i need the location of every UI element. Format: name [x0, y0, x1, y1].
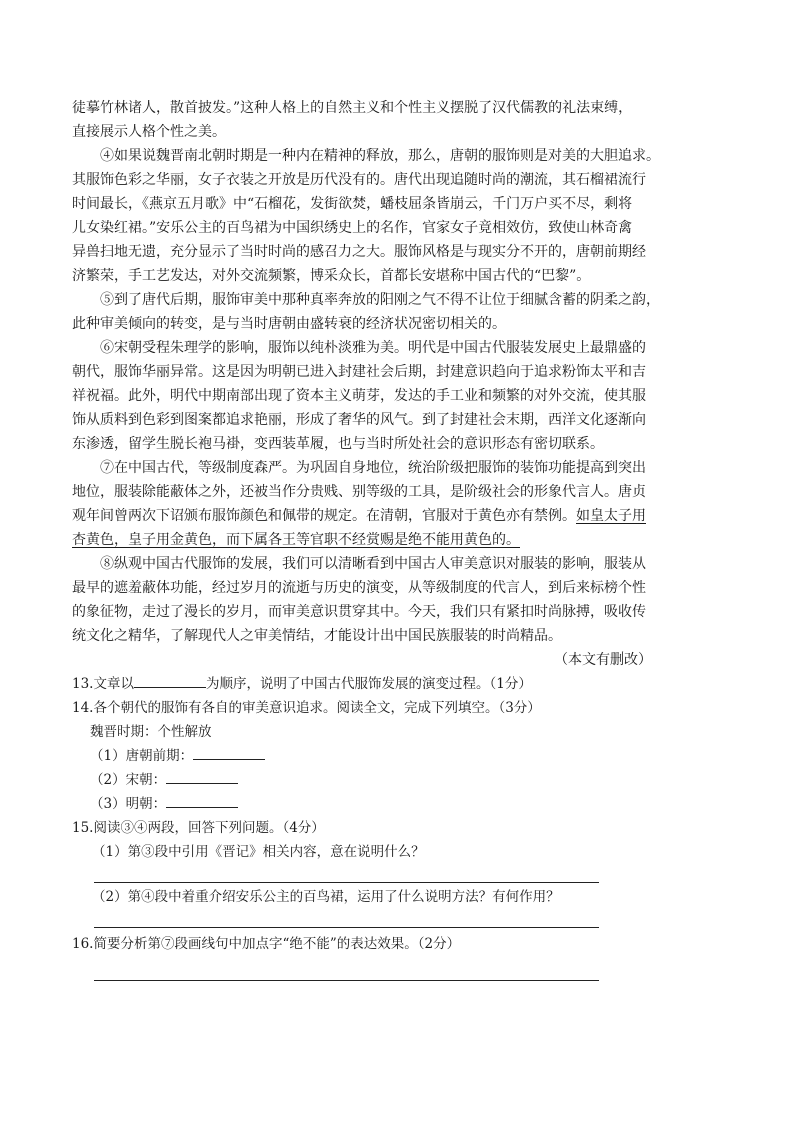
- paragraph-6-line: 饰从质料到色彩到图案都追求艳丽，形成了奢华的风气。到了封建社会末期，西洋文化逐渐向: [72, 412, 646, 428]
- paragraph-4-line: 儿女染红裙。”安乐公主的百鸟裙为中国织绣史上的名作，官家女子竟相效仿，致使山林奇禽: [72, 220, 633, 236]
- question-14-item: [72, 768, 662, 792]
- question-15: 15.阅读③④两段，回答下列问题。（4分）: [72, 820, 325, 836]
- question-14: 14.各个朝代的服饰有各自的审美意识追求。阅读全文，完成下列填空。（3分）: [72, 700, 541, 716]
- item-label: （3）明朝：: [90, 796, 167, 812]
- paragraph-8-line: 统文化之精华，了解现代人之审美情结，才能设计出中国民族服装的时尚精品。: [72, 628, 562, 644]
- question-14-given: 魏晋时期：个性解放: [90, 724, 212, 740]
- question-14-item: [72, 744, 662, 768]
- exam-page: [72, 96, 662, 981]
- paragraph-7-line: 地位，服装除能蔽体之外，还被当作分贵贱、别等级的工具，是阶级社会的形象代言人。唐贞: [72, 484, 646, 500]
- paragraph-8-line: 最早的遮羞蔽体功能，经过岁月的流逝与历史的演变，从等级制度的代言人，到后来标榜个性: [72, 580, 646, 596]
- paragraph-6-line: 东渗透，留学生脱长袍马褂，变西装革履，也与当时所处社会的意识形态有密切联系。: [72, 436, 604, 452]
- paragraph-7-line: ⑦在中国古代，等级制度森严。为巩固自身地位，统治阶级把服饰的装饰功能提高到突出: [100, 460, 646, 476]
- paragraph-4-line: 济繁荣，手工艺发达，对外交流频繁，博采众长，首都长安堪称中国古代的“巴黎”。: [72, 268, 591, 284]
- answer-blank[interactable]: [166, 769, 238, 784]
- paragraph-5-line: 此种审美倾向的转变，是与当时唐朝由盛转衰的经济状况密切相关的。: [72, 316, 506, 332]
- paragraph-5-line: ⑤到了唐代后期，服饰审美中那种真率奔放的阳刚之气不得不让位于细腻含蓄的阴柔之韵，: [100, 292, 660, 308]
- text-segment: 观年间曾两次下诏颁布服饰颜色和佩带的规定。在清朝，官服对于黄色亦有禁例。: [72, 508, 576, 524]
- answer-line[interactable]: [94, 913, 599, 928]
- question-14-item: [72, 792, 662, 816]
- source-note: （本文有删改）: [554, 652, 652, 668]
- answer-blank[interactable]: [193, 745, 265, 760]
- paragraph-4-line: 其服饰色彩之华丽，女子衣装之开放是历代没有的。唐代出现追随时尚的潮流，其石榴裙流行: [72, 172, 646, 188]
- paragraph-7-line: [72, 528, 662, 552]
- answer-line[interactable]: [94, 966, 599, 981]
- item-label: （1）唐朝前期：: [90, 748, 194, 764]
- item-label: （2）宋朝：: [90, 772, 167, 788]
- paragraph-4-line: 异兽扫地无遗，充分显示了当时时尚的感召力之大。服饰风格是与现实分不开的，唐朝前期经: [72, 244, 646, 260]
- question-15-1: （1）第③段中引用《晋记》相关内容，意在说明什么？: [92, 844, 425, 860]
- question-13: [72, 672, 662, 696]
- paragraph-4-line: ④如果说魏晋南北朝时期是一种内在精神的释放，那么，唐朝的服饰则是对美的大胆追求。: [100, 148, 660, 164]
- paragraph-6-line: ⑥宋朝受程朱理学的影响，服饰以纯朴淡雅为美。明代是中国古代服装发展史上最鼎盛的: [100, 340, 646, 356]
- paragraph-6-line: 朝代，服饰华丽异常。这是因为明朝已进入封建社会后期，封建意识趋向于追求粉饰太平和吉: [72, 364, 646, 380]
- paragraph-8-line: 的象征物，走过了漫长的岁月，而审美意识贯穿其中。今天，我们只有紧扣时尚脉搏，吸收传: [72, 604, 646, 620]
- text-line: 徒摹竹林诸人，散首披发。”这种人格上的自然主义和个性主义摆脱了汉代儒教的礼法束缚，: [72, 100, 633, 116]
- question-13-suffix: 为顺序，说明了中国古代服饰发展的演变过程。（1分）: [205, 676, 532, 692]
- text-line: 直接展示人格个性之美。: [72, 124, 226, 140]
- question-13-prefix: 13.文章以: [72, 676, 134, 692]
- underlined-sentence: 杏黄色，皇子用金黄色，而下属各王等官职不经赏赐是绝不能用黄色的。: [72, 532, 520, 548]
- question-15-2: （2）第④段中着重介绍安乐公主的百鸟裙，运用了什么说明方法？有何作用？: [92, 889, 560, 905]
- answer-blank[interactable]: [134, 673, 206, 688]
- underlined-sentence: 如皇太子用: [576, 508, 646, 524]
- paragraph-6-line: 祥祝福。此外，明代中期南部出现了资本主义萌芽，发达的手工业和频繁的对外交流，使其服: [72, 388, 646, 404]
- answer-blank[interactable]: [166, 793, 238, 808]
- paragraph-8-line: ⑧纵观中国古代服饰的发展，我们可以清晰看到中国古人审美意识对服装的影响，服装从: [100, 556, 646, 572]
- question-16: 16.简要分析第⑦段画线句中加点字“绝不能”的表达效果。（2分）: [72, 936, 461, 952]
- paragraph-7-line: [72, 504, 662, 528]
- answer-line[interactable]: [94, 868, 599, 883]
- paragraph-4-line: 时间最长，《燕京五月歌》中“石榴花，发街欲焚，蟠枝屈条皆崩云，千门万户买不尽，剩将: [72, 196, 633, 212]
